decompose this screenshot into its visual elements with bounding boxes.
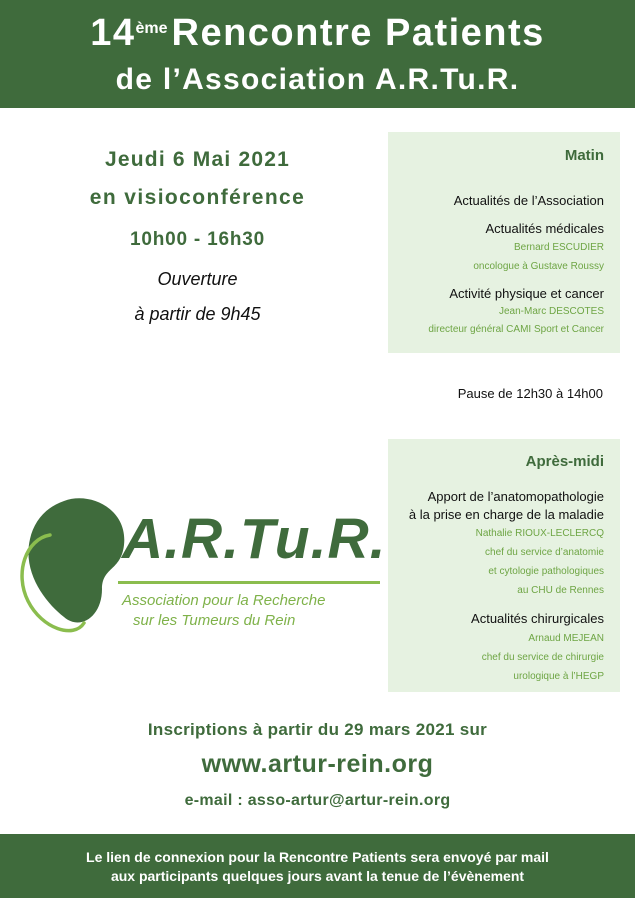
speaker-role: au CHU de Rennes <box>517 585 604 596</box>
header-banner <box>0 0 635 108</box>
edition-suffix: ème <box>135 20 168 37</box>
speaker-role: urologique à l’HEGP <box>513 671 604 682</box>
afternoon-title: Après-midi <box>525 453 604 470</box>
speaker-name: Jean-Marc DESCOTES <box>498 306 604 317</box>
afternoon-item-title: Apport de l’anatomopathologie <box>427 489 604 504</box>
morning-item-title: Activité physique et cancer <box>449 286 604 301</box>
footer-text: Le lien de connexion pour la Rencontre Patients sera envoyé par mail <box>86 849 549 865</box>
afternoon-item-title: Actualités chirurgicales <box>471 611 604 626</box>
event-hours: 10h00 - 16h30 <box>129 229 266 250</box>
morning-title: Matin <box>564 147 604 164</box>
website-link[interactable]: www.artur-rein.org <box>201 750 434 778</box>
opening-label: Ouverture <box>157 269 238 289</box>
logo-divider <box>118 581 380 584</box>
event-date: Jeudi 6 Mai 2021 <box>105 148 290 171</box>
kidney-logo-icon <box>20 495 130 640</box>
footer-banner <box>0 834 635 898</box>
speaker-name: Bernard ESCUDIER <box>513 242 604 253</box>
pause-time: Pause de 12h30 à 14h00 <box>457 386 603 401</box>
registration-text: Inscriptions à partir du 29 mars 2021 sur <box>147 720 488 739</box>
speaker-name: Nathalie RIOUX-LECLERCQ <box>475 528 604 539</box>
event-subtitle: de l’Association A.R.Tu.R. <box>115 63 520 96</box>
email-link[interactable]: e-mail : asso-artur@artur-rein.org <box>184 792 451 809</box>
speaker-role: chef du service d’anatomie <box>485 547 604 558</box>
morning-item-title: Actualités de l’Association <box>453 193 604 208</box>
morning-program <box>388 132 620 353</box>
event-title <box>0 10 635 56</box>
event-mode: en visioconférence <box>89 186 306 209</box>
speaker-role: et cytologie pathologiques <box>488 566 604 577</box>
title-rest: Rencontre Patients <box>171 12 545 54</box>
logo-tagline: Association pour la Recherche <box>122 592 326 609</box>
logo-tagline: sur les Tumeurs du Rein <box>133 612 296 629</box>
morning-item-title: Actualités médicales <box>485 221 604 236</box>
afternoon-item-title: à la prise en charge de la maladie <box>408 507 604 522</box>
speaker-name: Arnaud MEJEAN <box>528 633 604 644</box>
afternoon-program <box>388 439 620 692</box>
opening-time: à partir de 9h45 <box>134 304 261 324</box>
speaker-role: oncologue à Gustave Roussy <box>473 261 604 272</box>
edition-number: 14 <box>90 12 136 54</box>
speaker-role: directeur général CAMI Sport et Cancer <box>428 324 604 335</box>
logo-wordmark: A.R.Tu.R. <box>122 507 387 571</box>
speaker-role: chef du service de chirurgie <box>481 652 604 663</box>
footer-text: aux participants quelques jours avant la tenue de l’évènement <box>110 868 525 884</box>
